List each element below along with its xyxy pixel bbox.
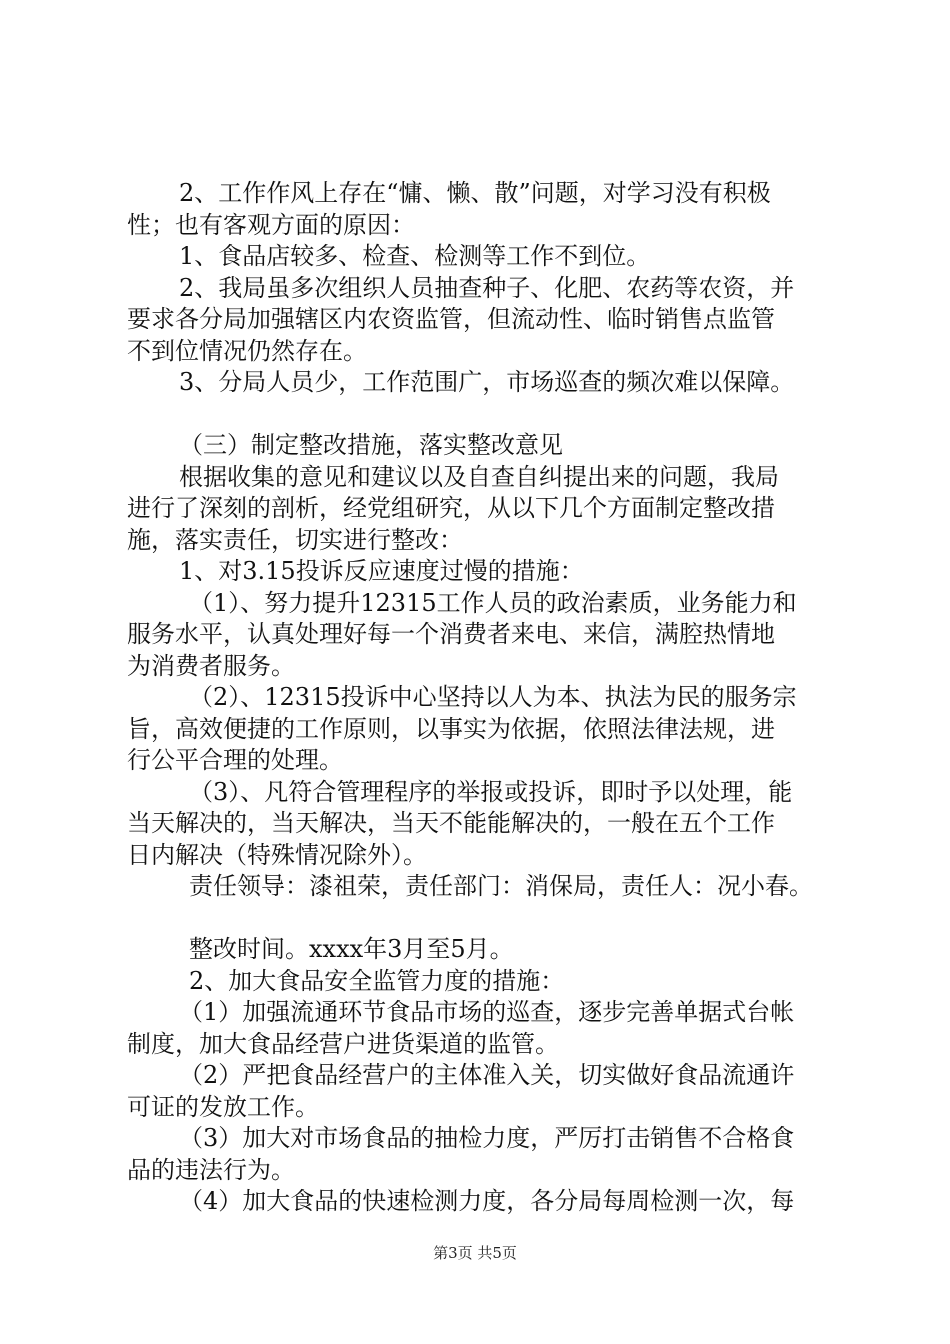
page-number-footer: 第3页 共5页 <box>433 1244 517 1262</box>
paragraph-line: （1）、努力提升12315工作人员的政治素质，业务能力和 <box>189 588 797 617</box>
paragraph-line: 制度，加大食品经营户进货渠道的监管。 <box>127 1029 559 1058</box>
paragraph-line: 要求各分局加强辖区内农资监管，但流动性、临时销售点监管 <box>127 305 775 333</box>
paragraph-line: （3）、凡符合管理程序的举报或投诉，即时予以处理，能 <box>189 777 793 806</box>
paragraph-line: 2、加大食品安全监管力度的措施： <box>189 966 565 995</box>
paragraph-line: 根据收集的意见和建议以及自查自纠提出来的问题，我局 <box>179 462 779 491</box>
paragraph-line: 品的违法行为。 <box>127 1155 295 1184</box>
paragraph-line: 施，落实责任，切实进行整改： <box>127 525 463 554</box>
paragraph-line: 服务水平，认真处理好每一个消费者来电、来信，满腔热情地 <box>127 620 775 648</box>
paragraph-line: 进行了深刻的剖析，经党组研究，从以下几个方面制定整改措 <box>127 494 775 522</box>
paragraph-line: 整改时间。xxxx年3月至5月。 <box>189 935 514 963</box>
document-body <box>127 178 837 1218</box>
paragraph-line: 行公平合理的处理。 <box>127 746 343 774</box>
blank-line <box>127 903 837 935</box>
blank-line <box>127 399 837 431</box>
paragraph-line: 2、我局虽多次组织人员抽查种子、化肥、农药等农资，并 <box>179 273 795 302</box>
paragraph-line: （2）严把食品经营户的主体准入关，切实做好食品流通许 <box>179 1061 795 1089</box>
paragraph-line: 不到位情况仍然存在。 <box>127 336 367 365</box>
paragraph-line: 2、工作作风上存在“慵、懒、散”问题，对学习没有积极 <box>179 179 771 207</box>
paragraph-line: 1、食品店较多、检查、检测等工作不到位。 <box>179 242 651 270</box>
paragraph-line: （1）加强流通环节食品市场的巡查，逐步完善单据式台帐 <box>179 998 795 1026</box>
paragraph-line: 旨，高效便捷的工作原则，以事实为依据，依照法律法规，进 <box>127 714 775 743</box>
paragraph-line: （4）加大食品的快速检测力度，各分局每周检测一次，每 <box>179 1187 795 1215</box>
paragraph-line: 当天解决的，当天解决，当天不能能解决的，一般在五个工作 <box>127 809 775 837</box>
paragraph-line: 1、对3.15投诉反应速度过慢的措施： <box>179 557 584 585</box>
paragraph-line: 可证的发放工作。 <box>127 1092 319 1121</box>
section-heading: （三）制定整改措施，落实整改意见 <box>179 431 563 459</box>
paragraph-line: 3、分局人员少，工作范围广，市场巡查的频次难以保障。 <box>179 368 795 396</box>
paragraph-line: 责任领导：漆祖荣，责任部门：消保局，责任人：况小春。 <box>189 872 813 900</box>
paragraph-line: 为消费者服务。 <box>127 651 295 680</box>
paragraph-line: 日内解决（特殊情况除外）。 <box>127 840 427 869</box>
paragraph-line: 性；也有客观方面的原因： <box>127 210 415 239</box>
paragraph-line: （2）、12315投诉中心坚持以人为本、执法为民的服务宗 <box>189 683 797 711</box>
paragraph-line: （3）加大对市场食品的抽检力度，严厉打击销售不合格食 <box>179 1124 795 1152</box>
